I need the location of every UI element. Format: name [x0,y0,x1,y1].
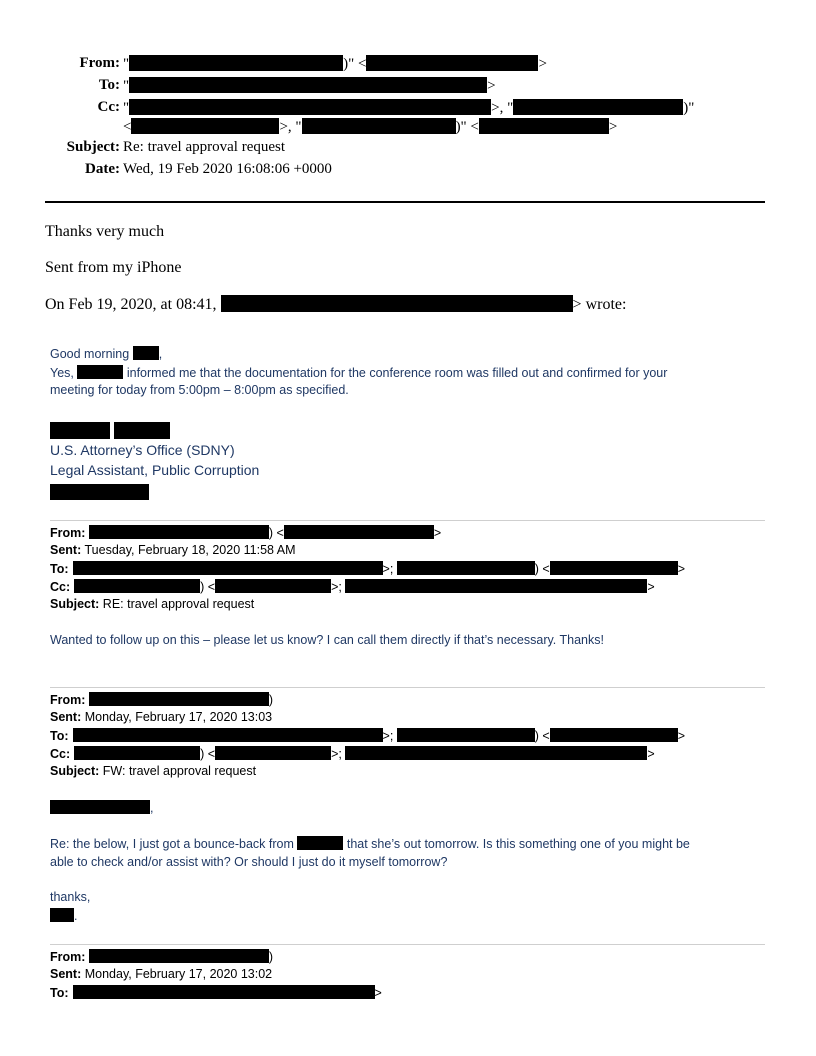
email4-from: From: ) [50,950,274,964]
sent-label: Sent: [50,967,82,981]
redaction [74,579,200,593]
reply-line-sent-from: Sent from my iPhone [45,259,182,276]
redaction [550,561,678,575]
subject-label: Subject: [66,139,120,155]
quote-divider [50,520,765,521]
sent-label: Sent: [50,710,82,724]
quoted-greeting [50,346,162,361]
subject-value: FW: travel approval request [102,764,257,778]
body-text: Re: the below, I just got a bounce-back from [50,837,294,851]
quoted-text-1: informed me that the documentation for the conference room was filled out and confirmed for your [126,366,668,380]
from-label: From: [79,55,120,71]
reply-line-thanks: Thanks very much [45,223,165,240]
email3-cc: Cc: ) < >; > [50,747,655,761]
from-label: From: [50,693,86,707]
redaction [215,579,331,593]
email3-sent [50,710,272,724]
email2-to: To: >; ) < > [50,562,686,576]
quote-divider [50,687,765,688]
redaction [550,728,678,742]
email3-signoff: . [50,908,77,923]
from-label: From: [50,950,86,964]
redaction [284,525,434,539]
redaction [345,579,647,593]
sent-label: Sent: [50,543,82,557]
cc-label: Cc: [97,99,120,115]
to-label: To: [50,986,69,1000]
redaction [77,365,123,379]
signature-redaction [114,422,170,439]
email3-to: To: >; ) < > [50,729,686,743]
redaction [89,949,269,963]
sent-value: Monday, February 17, 2020 13:03 [84,710,273,724]
quote-attribution [45,295,626,314]
date-label: Date: [85,161,120,177]
to-label: To: [50,562,69,576]
sent-value: Tuesday, February 18, 2020 11:58 AM [84,543,296,557]
redaction [215,746,331,760]
cc-value-line1: " >, " )" [123,100,695,116]
greeting-comma: , [158,347,163,361]
subject-value: Re: travel approval request [123,139,286,155]
redaction [50,800,150,814]
subject-label: Subject: [50,764,100,778]
signature-title: Legal Assistant, Public Corruption [50,462,260,478]
redaction [397,561,535,575]
signature-redaction [50,484,149,500]
signature-office: U.S. Attorney’s Office (SDNY) [50,442,235,458]
redaction [221,295,573,312]
redaction [297,836,343,850]
to-label: To: [50,729,69,743]
email3-salutation: , [50,800,153,815]
email4-sent [50,967,272,981]
body-text: that she’s out tomorrow. Is this something one of you might be [346,837,690,851]
subject-label: Subject: [50,597,100,611]
from-label: From: [50,526,86,540]
quote-divider [50,944,765,945]
email3-body-line2: able to check and/or assist with? Or should I just do it myself tomorrow? [50,855,448,869]
redaction [345,746,647,760]
from-value: " )" < > [123,56,547,72]
cc-label: Cc: [50,580,71,594]
email2-cc: Cc: ) < >; > [50,580,655,594]
subject-value: RE: travel approval request [102,597,255,611]
attribution-prefix: On Feb 19, 2020, at 08:41, [45,296,217,313]
redaction [73,985,375,999]
email3-subject [50,764,256,778]
quoted-text-line2: meeting for today from 5:00pm – 8:00pm as specified. [50,383,349,397]
redaction [133,346,159,360]
redaction [74,746,200,760]
email4-to: To: > [50,986,382,1000]
email2-from: From: ) < > [50,526,442,540]
date-value: Wed, 19 Feb 2020 16:08:06 +0000 [123,161,332,177]
to-value: " > [123,78,496,94]
redaction [73,728,383,742]
header-divider [45,201,765,203]
yes-text: Yes, [50,366,74,380]
redaction [89,692,269,706]
signature-redaction [50,422,110,439]
quoted-text-line1 [50,365,667,380]
email3-thanks: thanks, [50,890,91,904]
email2-body: Wanted to follow up on this – please let us know? I can call them directly if that’s necessary. Thanks! [50,633,604,647]
cc-value-line2: < >, " )" < > [123,119,618,135]
redaction [397,728,535,742]
attribution-suffix: > wrote: [572,296,627,313]
sent-value: Monday, February 17, 2020 13:02 [84,967,273,981]
greeting-text: Good morning [50,347,130,361]
cc-label: Cc: [50,747,71,761]
redaction [73,561,383,575]
email3-from: From: ) [50,693,274,707]
email2-subject [50,597,254,611]
email3-body-line1 [50,836,690,851]
redaction [50,908,74,922]
email2-sent [50,543,296,557]
to-label: To: [98,77,120,93]
redaction [89,525,269,539]
